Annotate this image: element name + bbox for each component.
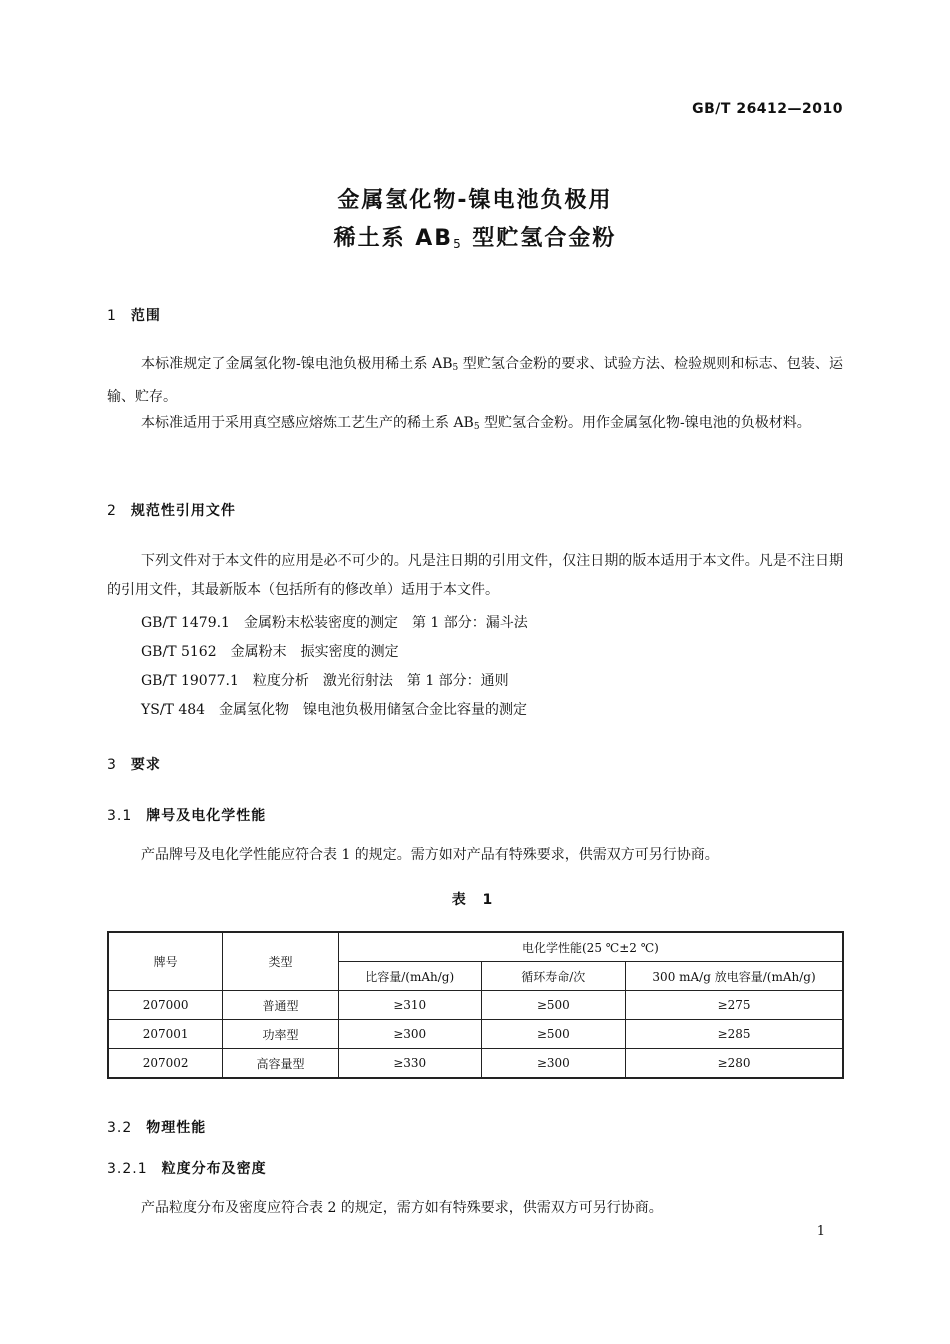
- section-1-paragraph-2: 本标准适用于采用真空感应熔炼工艺生产的稀土系 $AB_5$ 型贮氢合金粉。用作金属氢化物-镍电池的负极材料。: [141, 415, 811, 432]
- document-title-line1: 金属氢化物-镍电池负极用: [337, 188, 613, 213]
- cell-type: 高容量型: [223, 1049, 339, 1079]
- header-discharge-capacity: 300 mA/g 放电容量/(mAh/g): [626, 962, 843, 991]
- table-row: [108, 1020, 843, 1049]
- cell-discharge: ≥285: [626, 1020, 843, 1049]
- cell-discharge: ≥275: [626, 991, 843, 1020]
- standard-number: GB/T 26412—2010: [692, 101, 843, 117]
- section-2-heading: 2 规范性引用文件: [107, 503, 236, 519]
- cell-capacity: ≥310: [338, 991, 481, 1020]
- section-2-intro: 下列文件对于本文件的应用是必不可少的。凡是注日期的引用文件，仅注日期的版本适用于本文件。凡是不注日期的引用文件，其最新版本（包括所有的修改单）适用于本文件。: [107, 553, 843, 598]
- cell-capacity: ≥300: [338, 1020, 481, 1049]
- cell-grade: 207001: [108, 1020, 223, 1049]
- cell-cycle: ≥500: [481, 1020, 626, 1049]
- section-3-2-1-text: 产品粒度分布及密度应符合表 2 的规定，需方如有特殊要求，供需双方可另行协商。: [141, 1200, 663, 1216]
- header-grade: 牌号: [108, 932, 223, 991]
- reference-item: GB/T 1479.1 金属粉末松装密度的测定 第 1 部分：漏斗法: [141, 615, 528, 631]
- section-3-2-heading: 3.2 物理性能: [107, 1120, 207, 1136]
- reference-item: YS/T 484 金属氢化物 镍电池负极用储氢合金比容量的测定: [141, 702, 528, 718]
- section-1-paragraph-1: 本标准规定了金属氢化物-镍电池负极用稀土系 $AB_5$ 型贮氢合金粉的要求、试验方法、检验规则和标志、包装、运输、贮存。: [107, 356, 844, 405]
- cell-cycle: ≥500: [481, 991, 626, 1020]
- cell-cycle: ≥300: [481, 1049, 626, 1079]
- table-row: [108, 1049, 843, 1079]
- section-3-2-1-heading: 3.2.1 粒度分布及密度: [107, 1161, 267, 1177]
- reference-item: GB/T 19077.1 粒度分析 激光衍射法 第 1 部分：通则: [141, 673, 509, 689]
- section-3-1-heading: 3.1 牌号及电化学性能: [107, 808, 267, 824]
- section-3-1-text: 产品牌号及电化学性能应符合表 1 的规定。需方如对产品有特殊要求，供需双方可另行协商。: [141, 847, 719, 863]
- table-1-caption: 表 1: [451, 892, 499, 908]
- header-type: 类型: [223, 932, 339, 991]
- cell-type: 普通型: [223, 991, 339, 1020]
- header-cycle-life: 循环寿命/次: [481, 962, 626, 991]
- document-title-line2: 稀土系 $AB_5$ 型贮氢合金粉: [333, 226, 617, 251]
- section-1-heading: 1 范围: [107, 308, 161, 324]
- cell-grade: 207002: [108, 1049, 223, 1079]
- cell-grade: 207000: [108, 991, 223, 1020]
- cell-capacity: ≥330: [338, 1049, 481, 1079]
- section-3-heading: 3 要求: [107, 757, 161, 773]
- reference-item: GB/T 5162 金属粉末 振实密度的测定: [141, 644, 399, 660]
- cell-discharge: ≥280: [626, 1049, 843, 1079]
- page-number: 1: [816, 1224, 825, 1239]
- header-electrochemical: 电化学性能(25 ℃±2 ℃): [338, 932, 843, 962]
- table-row: [108, 991, 843, 1020]
- header-capacity: 比容量/(mAh/g): [338, 962, 481, 991]
- table-1: [107, 931, 844, 1079]
- cell-type: 功率型: [223, 1020, 339, 1049]
